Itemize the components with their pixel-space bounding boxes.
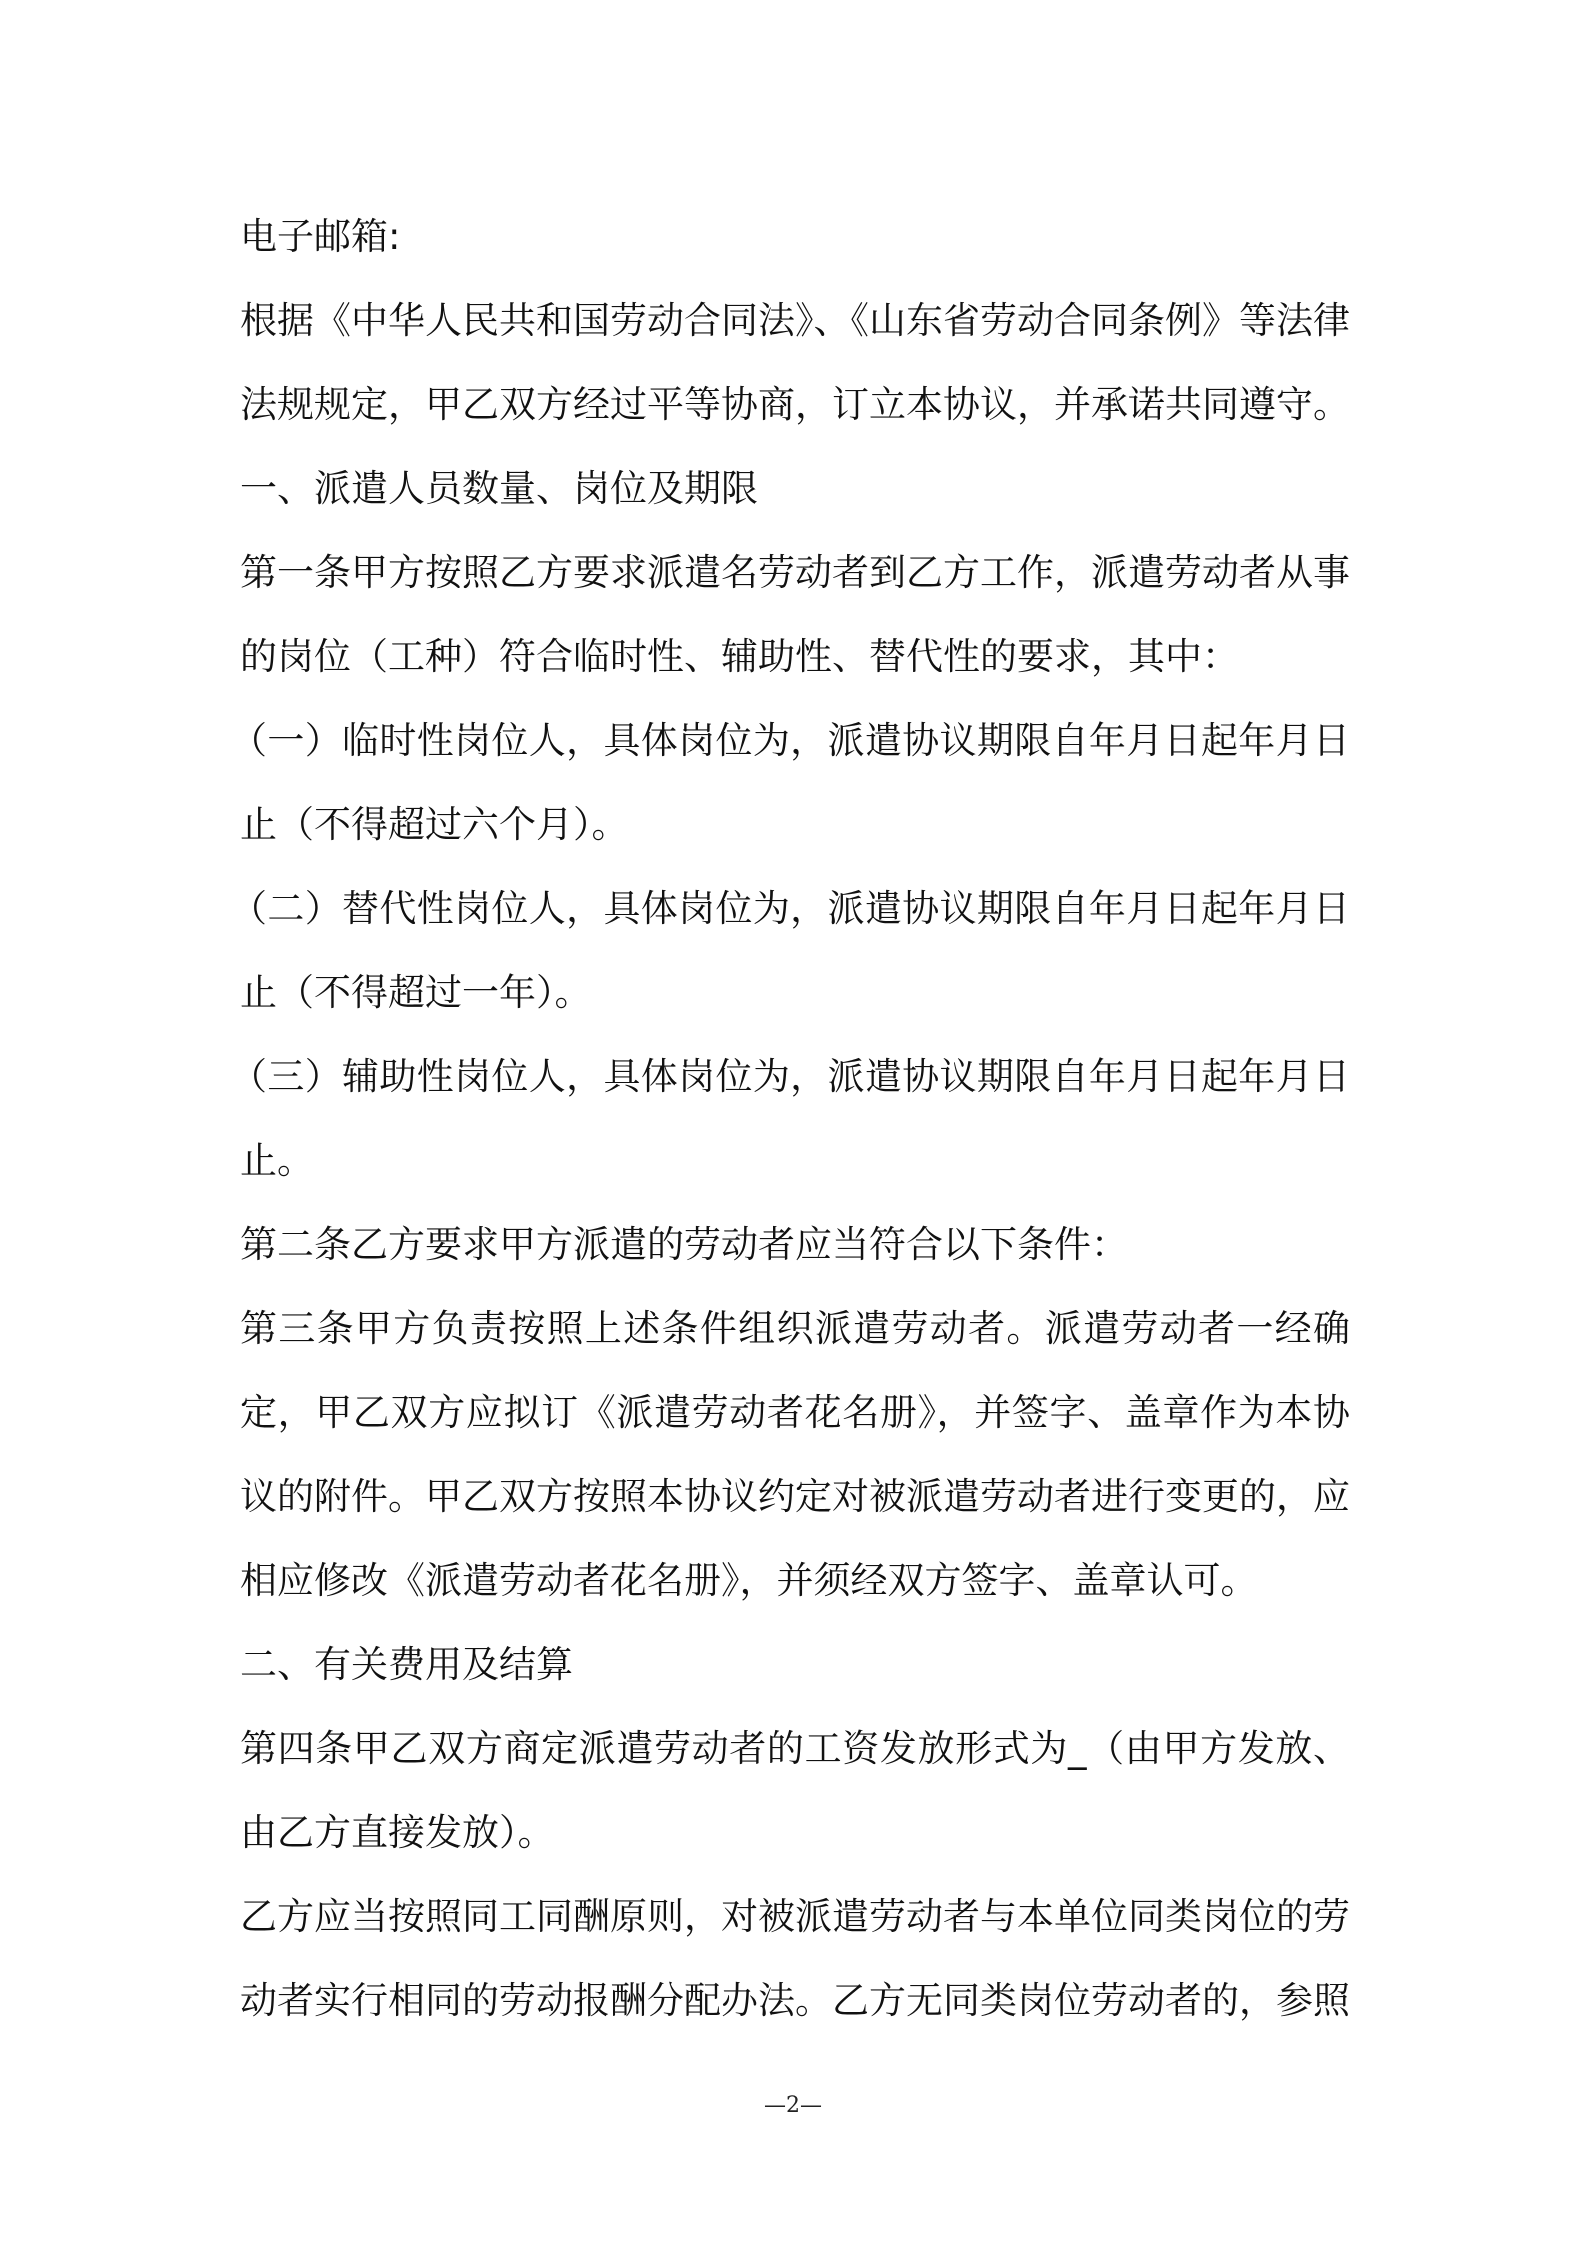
text-line: 法规规定，甲乙双方经过平等协商，订立本协议，并承诺共同遵守。 — [240, 383, 1350, 426]
text-line: 定，甲乙双方应拟订《派遣劳动者花名册》，并签字、盖章作为本协 — [240, 1391, 1350, 1434]
text-line: 根据《中华人民共和国劳动合同法》、《山东省劳动合同条例》等法律 — [240, 299, 1350, 342]
text-line: 乙方应当按照同工同酬原则，对被派遣劳动者与本单位同类岗位的劳 — [240, 1895, 1350, 1938]
text-line-email: 电子邮箱: — [240, 215, 401, 258]
text-line: 第一条甲方按照乙方要求派遣名劳动者到乙方工作，派遣劳动者从事 — [240, 551, 1350, 594]
page-number: —2— — [764, 2093, 822, 2118]
text-line: 第三条甲方负责按照上述条件组织派遣劳动者。派遣劳动者一经确 — [240, 1307, 1350, 1350]
text-line: 的岗位（工种）符合临时性、辅助性、替代性的要求，其中： — [240, 635, 1239, 678]
section-heading-1: 一、派遣人员数量、岗位及期限 — [240, 467, 758, 510]
text-line: 第二条乙方要求甲方派遣的劳动者应当符合以下条件： — [240, 1223, 1128, 1266]
text-line: 止（不得超过六个月）。 — [240, 803, 629, 846]
section-heading-2: 二、有关费用及结算 — [240, 1643, 573, 1686]
text-line: 动者实行相同的劳动报酬分配办法。乙方无同类岗位劳动者的，参照 — [240, 1979, 1350, 2022]
document-body — [230, 195, 1350, 2043]
text-line: 止。 — [240, 1139, 314, 1182]
text-line: 相应修改《派遣劳动者花名册》，并须经双方签字、盖章认可。 — [240, 1559, 1258, 1602]
text-line: （三）辅助性岗位人，具体岗位为，派遣协议期限自年月日起年月日 — [230, 1055, 1350, 1098]
text-line: 由乙方直接发放）。 — [240, 1811, 555, 1854]
text-line: （二）替代性岗位人，具体岗位为，派遣协议期限自年月日起年月日 — [230, 887, 1350, 930]
text-line: （一）临时性岗位人，具体岗位为，派遣协议期限自年月日起年月日 — [230, 719, 1350, 762]
text-line: 止（不得超过一年）。 — [240, 971, 592, 1014]
text-line: 第四条甲乙双方商定派遣劳动者的工资发放形式为_（由甲方发放、 — [240, 1727, 1350, 1770]
text-line: 议的附件。甲乙双方按照本协议约定对被派遣劳动者进行变更的，应 — [240, 1475, 1350, 1518]
